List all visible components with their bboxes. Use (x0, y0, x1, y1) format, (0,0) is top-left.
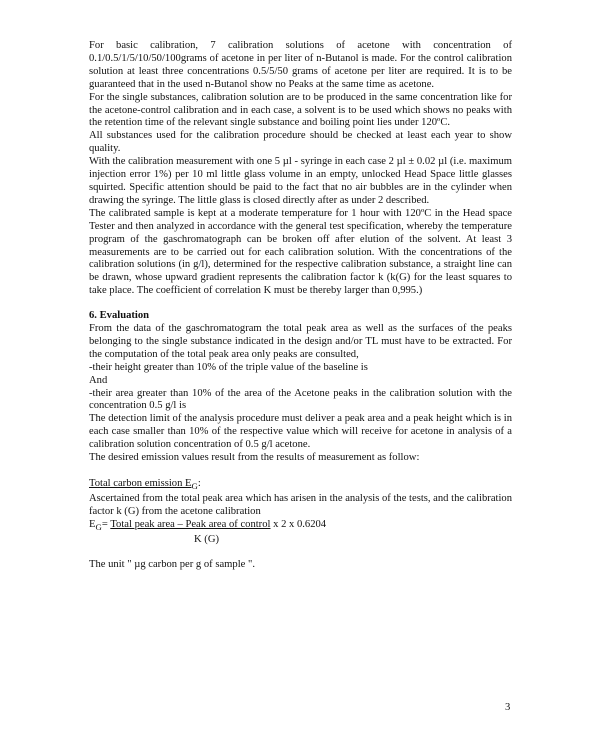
formula-factor: x 2 x 0.6204 (270, 518, 327, 530)
formula-subscript: G (95, 521, 102, 532)
emission-title-text: Total carbon emission E (89, 478, 192, 489)
formula-equals: = (101, 518, 111, 530)
formula-denominator: K (G) (194, 533, 220, 545)
page-number: 3 (505, 702, 511, 713)
paragraph-calibration-measurement: With the calibration measurement with one 5 µl - syringe in each case 2 µl ± 0.02 µl (i.e. maximum injection error 1%) per 10 ml little glass volume in an empty, unlocked Head Space little glasses squirted. Specific attention should be paid to the fact that no air bubbles are in the cylinder when drawing the syringe. The little glass is closed directly after as under 2 described. (89, 156, 512, 206)
paragraph-basic-calibration: For basic calibration, 7 calibration solutions of acetone with concentration of 0.1/0.5/1/5/10/50/100grams of acetone in per liter of n-Butanol is made. For the control calibration solution at least three concentrations 0.5/5/50 grams of acetone per liter are required. It is to be guaranteed that in the used n-Butanol show no Peaks at the same time as acetone. (89, 40, 512, 90)
paragraph-single-substances: For the single substances, calibration solution are to be produced in the same concentration like for the acetone-control calibration and in each case, a solvent is to be used which shows no peaks with the retention time of the relevant single substance and boiling point lies under 120ºC. (89, 91, 512, 129)
unit-line: The unit " µg carbon per g of sample ". (89, 558, 255, 570)
emission-title-subscript: G (191, 481, 198, 492)
emission-description: Ascertained from the total peak area which has arisen in the analysis of the tests, and the calibration factor k (G) from the acetone calibration (89, 493, 513, 517)
evaluation-line: The detection limit of the analysis procedure must deliver a peak area and a peak height which is in each case smaller than 10% of the respective value which will receive for acetone in analysis of a calibration solution concentration of 0.5 g/l acetone. (89, 413, 512, 451)
evaluation-line: From the data of the gaschromatogram the total peak area as well as the surfaces of the peaks belonging to the single substance indicated in the design and/or TL must have to be extracted. For the computation of the total peak area only peaks are consulted, (89, 323, 512, 360)
formula-numerator: Total peak area – Peak area of control (110, 518, 271, 530)
evaluation-line: The desired emission values result from the results of measurement as follow: (89, 452, 420, 464)
formula-symbol: E (89, 518, 96, 530)
paragraph-substance-quality: All substances used for the calibration procedure should be checked at least each year to show quality. (89, 130, 512, 155)
evaluation-line: And (89, 374, 108, 386)
evaluation-line: -their height greater than 10% of the triple value of the baseline is (89, 361, 368, 373)
section-heading-evaluation: 6. Evaluation (89, 310, 150, 322)
emission-title-colon: : (197, 478, 201, 489)
emission-formula (89, 519, 512, 534)
emission-title (89, 478, 512, 493)
evaluation-line: -their area greater than 10% of the area of the Acetone peaks in the calibration solution with the concentration 0.5 g/l is (89, 387, 512, 412)
page-body (89, 40, 512, 572)
paragraph-calibrated-sample: The calibrated sample is kept at a moderate temperature for 1 hour with 120ºC in the Head space Tester and then analyzed in accordance with the general test specification, whereby the temperature program of the gaschromatograph can be broken off after elution of the solvent. At least 3 measurements are to be carried out for each calibration solution. With the concentrations of the calibration solutions (in g/l), determined for the respective calibration substance, a straight line can be drawn, whose upward gradient represents the calibration factor k (k(G) for the least squares to take place. The coefficient of correlation K must be thereby larger than 0,995.) (89, 207, 512, 297)
